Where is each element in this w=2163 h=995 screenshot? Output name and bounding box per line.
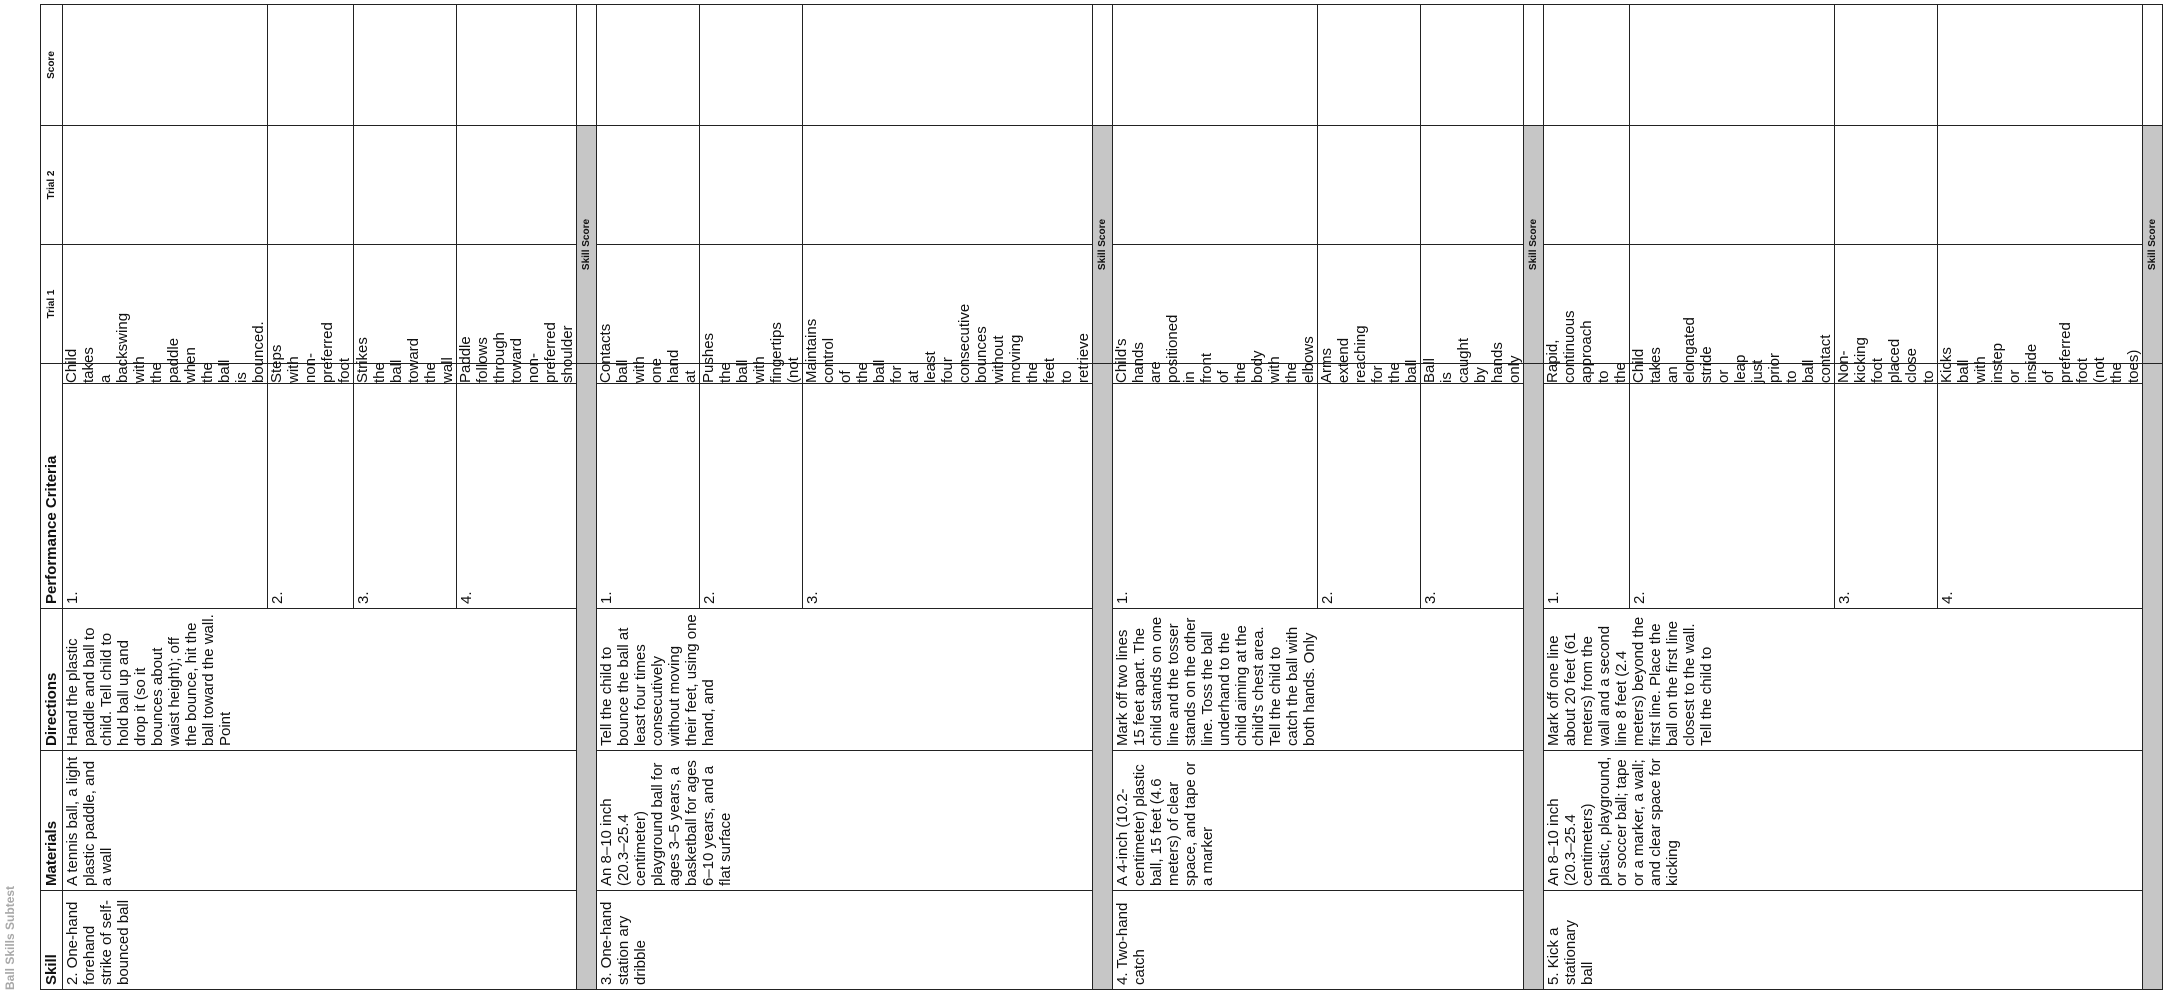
- skill-score-spacer: [1524, 364, 1544, 990]
- trial2-cell[interactable]: [1318, 126, 1421, 245]
- trial1-cell[interactable]: [1421, 245, 1524, 364]
- skill-score-row: [577, 5, 597, 990]
- criteria-number: 1.: [1544, 384, 1630, 609]
- skill-score-value[interactable]: [1524, 5, 1544, 126]
- score-cell[interactable]: [1835, 5, 1938, 126]
- skill-cell: 2. One-hand forehand strike of self-bounced ball: [63, 891, 577, 990]
- criteria-number: 2.: [1318, 384, 1421, 609]
- score-cell[interactable]: [1113, 5, 1318, 126]
- score-cell[interactable]: [354, 5, 457, 126]
- trial2-cell[interactable]: [354, 126, 457, 245]
- trial2-cell[interactable]: [1421, 126, 1524, 245]
- criteria-number: 3.: [354, 384, 457, 609]
- table-row: [597, 5, 700, 990]
- trial2-cell[interactable]: [1835, 126, 1938, 245]
- criteria-text: Maintains control of the ball for at least four consecutive bounces without moving the feet to retrieve: [803, 303, 1092, 383]
- criteria-text: Paddle follows through toward non-preferred shoulder: [457, 322, 576, 383]
- skill-score-row: [2143, 5, 2163, 990]
- skill-score-label: Skill Score: [577, 126, 597, 364]
- materials-cell: An 8–10 inch (20.3–25.4 centimeters) plastic, playground, or soccer ball; tape or a marker, a wall; and clear space for kicking: [1544, 751, 2143, 891]
- skill-score-row: [1524, 5, 1544, 990]
- score-cell[interactable]: [700, 5, 803, 126]
- criteria-text: Contacts ball with one hand at: [597, 323, 699, 383]
- trial2-cell[interactable]: [268, 126, 354, 245]
- ball-skills-table: [40, 4, 2163, 990]
- table-row: [1544, 5, 1630, 990]
- trial2-cell[interactable]: [803, 126, 1093, 245]
- skill-score-label: Skill Score: [2143, 126, 2163, 364]
- score-cell[interactable]: [1318, 5, 1421, 126]
- score-cell[interactable]: [1421, 5, 1524, 126]
- criteria-number: 4.: [457, 384, 577, 609]
- table-header-row: [41, 5, 63, 990]
- skill-cell: 4. Two-hand catch: [1113, 891, 1524, 990]
- rotated-page: [40, 5, 2158, 990]
- skill-score-value[interactable]: [1093, 5, 1113, 126]
- skill-score-value[interactable]: [577, 5, 597, 126]
- materials-cell: An 8–10 inch (20.3–25.4 centimeter) playground ball for ages 3–5 years, a basketball for ages 6–10 years, and a flat surface: [597, 751, 1093, 891]
- directions-cell: Mark off two lines 15 feet apart. The child stands on one line and the tosser stands on the other line. Toss the ball underhand to the child aiming at the child's chest area. Tell the child to catch the ball with both hands. Only: [1113, 609, 1524, 751]
- skill-score-row: [1093, 5, 1113, 990]
- header-performance-criteria: Performance Criteria: [41, 364, 63, 609]
- skill-score-value[interactable]: [2143, 5, 2163, 126]
- score-cell[interactable]: [457, 5, 577, 126]
- score-cell[interactable]: [803, 5, 1093, 126]
- skill-cell: 5. Kick a stationary ball: [1544, 891, 2143, 990]
- score-cell[interactable]: [268, 5, 354, 126]
- header-trial-1: Trial 1: [41, 245, 63, 364]
- trial2-cell[interactable]: [597, 126, 700, 245]
- trial1-cell[interactable]: [1630, 245, 1835, 364]
- skill-score-spacer: [577, 364, 597, 990]
- criteria-text: Child takes a backswing with the paddle when the ball is bounced.: [63, 312, 267, 383]
- trial2-cell[interactable]: [63, 126, 268, 245]
- criteria-text: Child's hands are positioned in front of the body with the elbows: [1113, 314, 1317, 383]
- trial2-cell[interactable]: [457, 126, 577, 245]
- trial1-cell[interactable]: [1938, 245, 2143, 364]
- skill-score-label: Skill Score: [1524, 126, 1544, 364]
- criteria-number: 2.: [268, 384, 354, 609]
- skill-score-label: Skill Score: [1093, 126, 1113, 364]
- score-cell[interactable]: [1938, 5, 2143, 126]
- criteria-number: 4.: [1938, 384, 2143, 609]
- criteria-text: Strikes the ball toward the wall: [354, 337, 456, 383]
- skill-cell: 3. One-hand station ary dribble: [597, 891, 1093, 990]
- skill-score-spacer: [2143, 364, 2163, 990]
- score-cell[interactable]: [597, 5, 700, 126]
- page-title: Ball Skills Subtest: [3, 885, 17, 990]
- header-score: Score: [41, 5, 63, 126]
- criteria-number: 3.: [803, 384, 1093, 609]
- criteria-text: Ball is caught by hands only: [1421, 337, 1523, 383]
- criteria-text: Steps with non-preferred foot: [268, 322, 353, 383]
- materials-cell: A 4-inch (10.2-centimeter) plastic ball, 15 feet (4.6 meters) of clear space, and tape or a marker: [1113, 751, 1524, 891]
- criteria-number: 1.: [597, 384, 700, 609]
- criteria-text: Pushes the ball with fingertips (not: [700, 322, 802, 383]
- directions-cell: Hand the plastic paddle and ball to child. Tell child to hold ball up and drop it (so it bounces about waist height); off the bounce, hit the ball toward the wall. Point: [63, 609, 577, 751]
- materials-cell: A tennis ball, a light plastic paddle, and a wall: [63, 751, 577, 891]
- header-materials: Materials: [41, 751, 63, 891]
- header-directions: Directions: [41, 609, 63, 751]
- header-trial-2: Trial 2: [41, 126, 63, 245]
- trial2-cell[interactable]: [700, 126, 803, 245]
- header-skill: Skill: [41, 891, 63, 990]
- trial2-cell[interactable]: [1113, 126, 1318, 245]
- criteria-text: Child takes an elongated stride or leap just prior to ball contact: [1630, 317, 1834, 383]
- criteria-number: 2.: [1630, 384, 1835, 609]
- score-cell[interactable]: [63, 5, 268, 126]
- trial2-cell[interactable]: [1938, 126, 2143, 245]
- trial1-cell[interactable]: [803, 245, 1093, 364]
- trial2-cell[interactable]: [1544, 126, 1630, 245]
- score-cell[interactable]: [1630, 5, 1835, 126]
- score-cell[interactable]: [1544, 5, 1630, 126]
- criteria-text: Non-kicking foot placed close to: [1835, 337, 1937, 383]
- trial1-cell[interactable]: [1318, 245, 1421, 364]
- criteria-text: Arms extend reaching for the ball: [1318, 325, 1420, 383]
- table-row: [1113, 5, 1318, 990]
- criteria-number: 1.: [63, 384, 268, 609]
- trial2-cell[interactable]: [1630, 126, 1835, 245]
- skill-score-spacer: [1093, 364, 1113, 990]
- directions-cell: Tell the child to bounce the ball at least four times consecutively without moving their feet, using one hand, and: [597, 609, 1093, 751]
- criteria-text: Rapid, continuous approach to the: [1544, 310, 1629, 383]
- table-row: [63, 5, 268, 990]
- criteria-number: 2.: [700, 384, 803, 609]
- criteria-number: 3.: [1421, 384, 1524, 609]
- criteria-text: Kicks ball with instep or inside of preferred foot (not the toes): [1938, 322, 2142, 383]
- directions-cell: Mark off one line about 20 feet (61 meters) from the wall and a second line 8 feet (2.4 meters) beyond the first line. Place the ball on the first line closest to the wall. Tell the child to: [1544, 609, 2143, 751]
- criteria-number: 3.: [1835, 384, 1938, 609]
- criteria-number: 1.: [1113, 384, 1318, 609]
